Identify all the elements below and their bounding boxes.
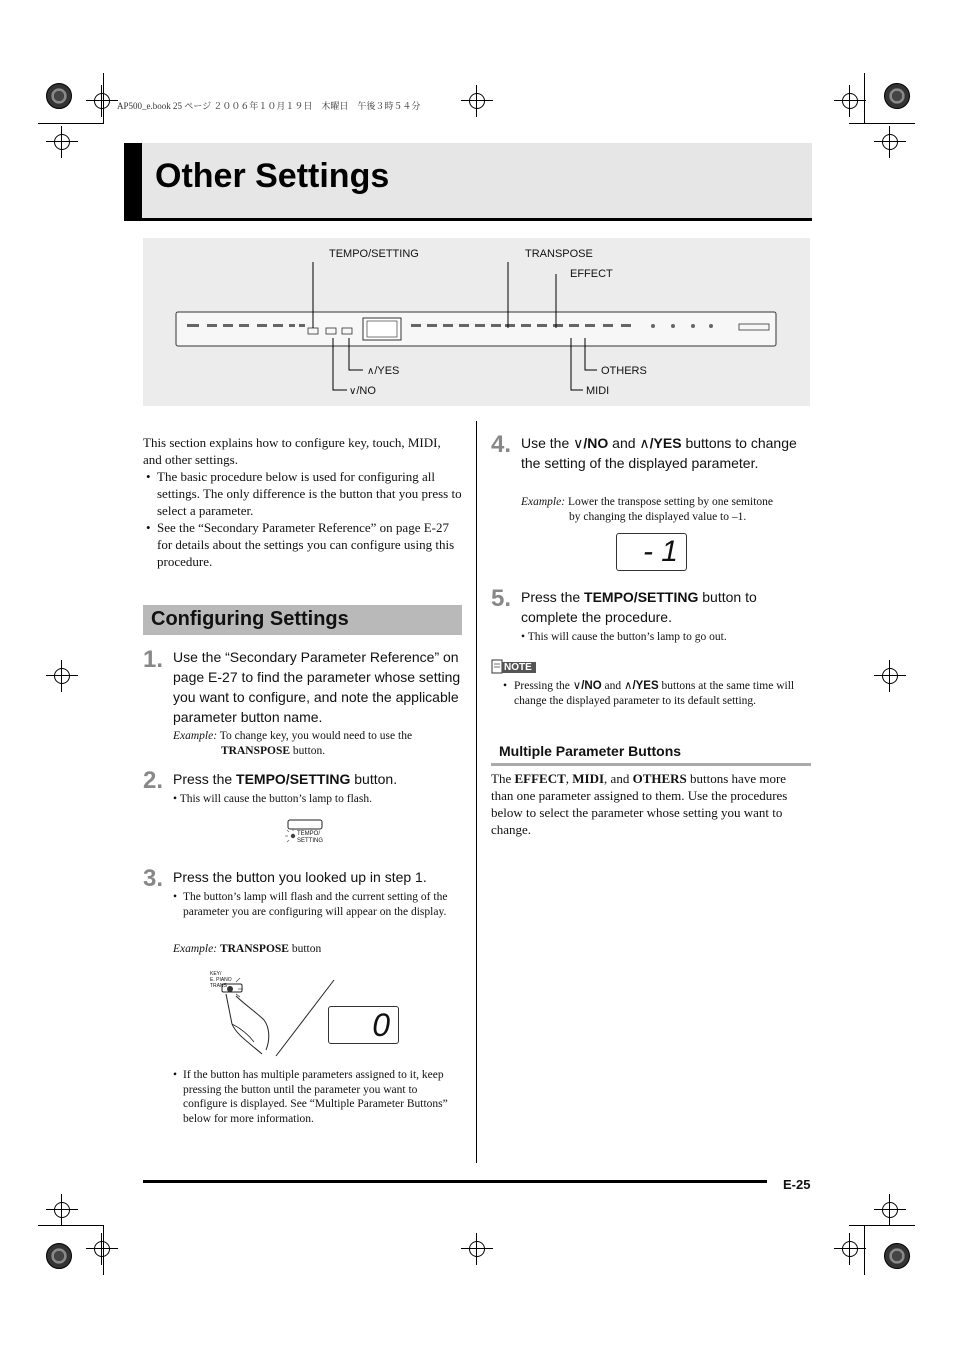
multi-text: The <box>491 771 515 786</box>
intro-bullet-text: The basic procedure below is used for configuring all settings. The only difference is the button that you press to select a parameter. <box>157 469 462 518</box>
note-text <box>514 679 809 708</box>
multi-paragraph <box>491 770 811 838</box>
note-bullet: • Pressing the ∨/NO and ∧/YES buttons at the same time will change the displayed parameter to its default setting. <box>503 679 809 708</box>
example-bold: TRANSPOSE <box>221 744 291 757</box>
chevron-up-icon: ∧ <box>624 680 633 692</box>
title-bar <box>124 143 142 221</box>
intro-paragraph: This section explains how to configure key, touch, MIDI, and other settings. <box>143 435 441 467</box>
chevron-down-icon: ∨ <box>572 680 582 692</box>
label-yes <box>367 365 399 377</box>
no-text: /NO <box>356 385 376 397</box>
step-bullet-text: The button’s lamp will flash and the current setting of the parameter you are configuring will appear on the display. <box>183 891 448 918</box>
step-bullet-text: This will cause the button’s lamp to flash. <box>179 793 372 805</box>
step-bullet-text: If the button has multiple parameters assigned to it, keep pressing the button until the parameter you want to configure is displayed. See “Multiple Parameter Buttons” below for more information. <box>183 1069 448 1125</box>
step-text-part: Press the <box>521 589 585 605</box>
multi-bold: EFFECT <box>514 771 566 786</box>
step-example <box>173 729 463 758</box>
step-text-bold: TEMPO/SETTING <box>584 589 699 605</box>
yes-label: /YES <box>649 435 682 451</box>
example-text: button <box>288 943 322 955</box>
intro-bullet-text: See the “Secondary Parameter Reference” on page E-27 for details about the settings you can configure using this procedure. <box>157 520 455 569</box>
example-label: Example: <box>521 496 566 508</box>
chevron-up-icon: ∧ <box>639 435 650 451</box>
multi-bold: MIDI <box>572 771 605 786</box>
illus-label-mid: E. PIANO <box>210 977 232 983</box>
intro-bullet: • The basic procedure below is used for configuring all settings. The only difference is the button that you press to select a parameter. <box>146 469 462 518</box>
example-label: Example: <box>173 730 218 742</box>
print-header: AP500_e.book 25 ページ ２００６年１０月１９日 木曜日 午後３時５４分 <box>117 101 421 111</box>
note-badge <box>491 657 537 675</box>
registration-disc <box>46 1243 72 1269</box>
lcd-display <box>328 1006 399 1044</box>
no-label: /NO <box>583 435 609 451</box>
illus-label-bot: TRANS <box>210 983 227 989</box>
lcd-value: 0 <box>372 1007 390 1043</box>
step-text <box>173 769 461 789</box>
label-tempo-setting: TEMPO/SETTING <box>329 248 419 260</box>
registration-mark <box>46 660 78 692</box>
example-text: Lower the transpose setting by one semitone <box>567 496 773 508</box>
label-others: OTHERS <box>601 365 647 377</box>
no-label: /NO <box>581 680 602 692</box>
step-text-part: Press the <box>173 771 237 787</box>
registration-disc <box>46 83 72 109</box>
multi-text: , and <box>604 771 633 786</box>
example-text: button. <box>290 744 326 757</box>
crop-line <box>864 1225 865 1275</box>
note-text-part: and <box>601 680 625 692</box>
example-bold: TRANSPOSE <box>219 943 289 955</box>
step-text-part: Use the <box>521 435 574 451</box>
step-text-bold: TEMPO/SETTING <box>236 771 351 787</box>
section-heading <box>143 605 462 635</box>
example-text: To change key, you would need to use the <box>219 730 413 742</box>
multi-text: buttons have more than one parameter assigned to them. Use the procedures below to select the parameter whose setting you want to change. <box>491 771 788 837</box>
multi-bold: OTHERS <box>632 771 687 786</box>
step-example <box>173 942 321 957</box>
step-number: 2. <box>143 767 164 794</box>
step-bullet: • This will cause the button’s lamp to go out. <box>521 631 727 643</box>
step-text-part: button. <box>350 771 398 787</box>
tempo-setting-button-illustration <box>282 816 326 850</box>
illus-label: TEMPO/ <box>297 831 321 837</box>
illus-label: SETTING <box>297 838 324 844</box>
registration-mark <box>874 1194 906 1226</box>
crop-line <box>38 123 104 124</box>
step-number: 1. <box>143 646 164 673</box>
chevron-down-icon: ∨ <box>349 386 357 397</box>
registration-disc <box>884 83 910 109</box>
label-transpose: TRANSPOSE <box>525 248 593 260</box>
yes-text: /YES <box>374 365 400 377</box>
step-text <box>521 433 811 473</box>
lcd-display <box>616 533 687 571</box>
step-text-part: and <box>608 435 640 451</box>
step-bullet: • This will cause the button’s lamp to flash. <box>173 793 372 805</box>
page-title: Other Settings <box>155 157 390 195</box>
illus-label-top: KEY/ <box>210 971 222 977</box>
crop-line <box>103 1225 104 1275</box>
subsection-rule <box>491 763 811 766</box>
crop-line <box>103 73 104 123</box>
illus-label <box>210 971 232 989</box>
registration-mark <box>46 1194 78 1226</box>
registration-mark <box>834 1233 866 1265</box>
step-example <box>521 495 811 524</box>
crop-line <box>38 1225 104 1226</box>
example-label: Example: <box>173 943 218 955</box>
crop-line <box>864 73 865 123</box>
footer-rule <box>143 1180 767 1183</box>
panel-diagram <box>143 238 810 406</box>
lcd-value: - 1 <box>642 535 678 568</box>
step-text: Use the “Secondary Parameter Reference” on page E-27 to find the parameter whose setting you want to configure, and note the applicable parameter button name. <box>173 649 461 725</box>
note-label: NOTE <box>504 662 532 673</box>
registration-mark <box>461 85 493 117</box>
registration-mark <box>874 660 906 692</box>
registration-mark <box>834 85 866 117</box>
note-text-part: Pressing the <box>514 680 573 692</box>
label-no <box>349 385 376 397</box>
intro-bullet: • See the “Secondary Parameter Reference” on page E-27 for details about the settings you can configure using this procedure. <box>146 519 462 570</box>
step-text <box>521 587 811 627</box>
page-number: E-25 <box>783 1177 811 1192</box>
subsection-heading: Multiple Parameter Buttons <box>499 743 682 759</box>
section-heading-text: Configuring Settings <box>151 608 349 630</box>
crop-line <box>849 1225 915 1226</box>
panel-illustration <box>143 238 810 406</box>
note-text-part: buttons at the same time will change the displayed parameter to its default setting. <box>514 680 795 707</box>
step-number: 5. <box>491 585 512 612</box>
chevron-down-icon: ∨ <box>573 435 584 451</box>
registration-mark <box>46 126 78 158</box>
step-text-part: buttons to change the setting of the displayed parameter. <box>521 435 797 471</box>
label-effect: EFFECT <box>570 268 613 280</box>
chevron-up-icon: ∧ <box>367 366 375 377</box>
registration-mark <box>86 85 118 117</box>
multi-text: , <box>565 771 573 786</box>
step-text: Press the button you looked up in step 1. <box>173 869 427 885</box>
step-text-part: button to complete the procedure. <box>521 589 757 625</box>
column-divider <box>476 421 477 1163</box>
label-midi: MIDI <box>586 385 610 397</box>
crop-line <box>849 123 915 124</box>
registration-mark <box>874 126 906 158</box>
step-bullet: • The button’s lamp will flash and the current setting of the parameter you are configuring will appear on the display. <box>173 890 463 919</box>
step-bullet-text: This will cause the button’s lamp to go out. <box>527 631 727 643</box>
yes-label: /YES <box>632 680 659 692</box>
registration-mark <box>86 1233 118 1265</box>
step-number: 4. <box>491 431 512 458</box>
registration-mark <box>461 1233 493 1265</box>
example-text: by changing the displayed value to –1. <box>569 510 747 523</box>
tempo-setting-label <box>297 831 323 845</box>
registration-disc <box>884 1243 910 1269</box>
step-bullet: • If the button has multiple parameters assigned to it, keep pressing the button until the parameter you want to configure is displayed. See “Multiple Parameter Buttons” below for more information. <box>173 1068 461 1126</box>
step-number: 3. <box>143 865 164 892</box>
